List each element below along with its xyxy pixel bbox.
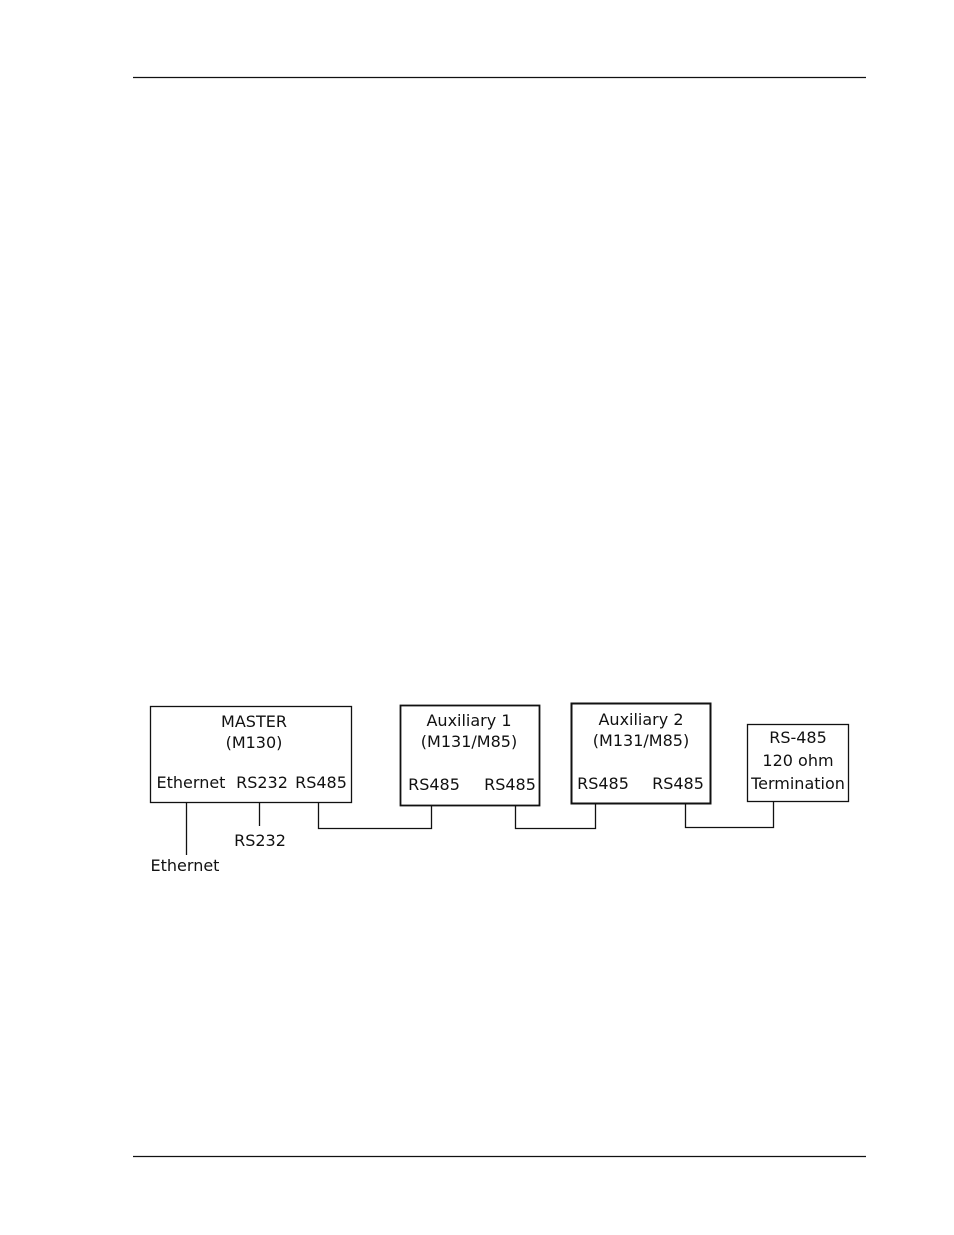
ethernet-external-label: Ethernet xyxy=(150,856,220,875)
terminator-line-1: RS-485 xyxy=(769,728,827,747)
master-node xyxy=(151,707,352,803)
aux2-port-right: RS485 xyxy=(652,774,704,793)
terminator-node xyxy=(748,725,849,802)
aux1-port-right: RS485 xyxy=(484,775,536,794)
aux2-title: Auxiliary 2 xyxy=(598,710,684,729)
master-title: MASTER xyxy=(221,712,287,731)
connector-aux2-to-terminator xyxy=(686,801,774,828)
aux1-port-left: RS485 xyxy=(408,775,460,794)
aux2-node xyxy=(572,704,711,804)
terminator-line-3: Termination xyxy=(751,774,845,793)
aux1-model: (M131/M85) xyxy=(420,732,518,751)
master-port-ethernet: Ethernet xyxy=(156,773,226,792)
connector-aux1-to-aux2 xyxy=(516,803,596,829)
master-port-rs485: RS485 xyxy=(295,773,347,792)
aux1-node xyxy=(401,706,540,806)
rs232-external-label: RS232 xyxy=(234,831,286,850)
master-port-rs232: RS232 xyxy=(236,773,288,792)
aux2-port-left: RS485 xyxy=(577,774,629,793)
aux1-title: Auxiliary 1 xyxy=(426,711,512,730)
master-model: (M130) xyxy=(225,733,283,752)
terminator-line-2: 120 ohm xyxy=(762,751,834,770)
aux2-model: (M131/M85) xyxy=(592,731,690,750)
